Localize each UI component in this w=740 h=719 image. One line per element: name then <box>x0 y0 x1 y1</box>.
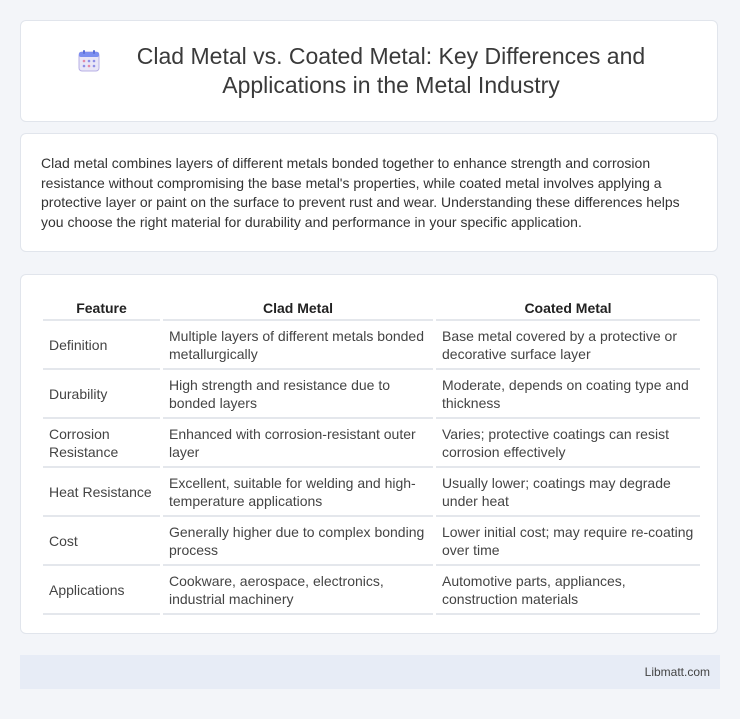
feature-cell: Heat Resistance <box>43 468 160 517</box>
feature-cell: Durability <box>43 370 160 419</box>
clad-metal-cell: Generally higher due to complex bonding process <box>163 517 433 566</box>
column-header-coated-metal: Coated Metal <box>436 295 700 321</box>
intro-card <box>20 133 718 252</box>
feature-cell: Cost <box>43 517 160 566</box>
page-title: Clad Metal vs. Coated Metal: Key Differences and Applications in the Metal Industry <box>136 43 646 98</box>
clad-metal-cell: Excellent, suitable for welding and high-temperature applications <box>163 468 433 517</box>
feature-cell: Definition <box>43 321 160 370</box>
table-row <box>43 566 700 615</box>
clad-metal-cell: High strength and resistance due to bonded layers <box>163 370 433 419</box>
feature-cell: Corrosion Resistance <box>43 419 160 468</box>
coated-metal-cell: Automotive parts, appliances, construction materials <box>436 566 700 615</box>
clad-metal-cell: Cookware, aerospace, electronics, industrial machinery <box>163 566 433 615</box>
clad-metal-cell: Multiple layers of different metals bonded metallurgically <box>163 321 433 370</box>
title-card <box>20 20 718 122</box>
comparison-table <box>40 295 703 615</box>
footer <box>20 655 720 689</box>
table-card <box>20 274 718 634</box>
table-row <box>43 468 700 517</box>
table-row <box>43 321 700 370</box>
clad-metal-cell: Enhanced with corrosion-resistant outer layer <box>163 419 433 468</box>
footer-brand: Libmatt.com <box>644 665 710 679</box>
table-row <box>43 419 700 468</box>
column-header-clad-metal: Clad Metal <box>163 295 433 321</box>
title-wrap <box>77 42 661 100</box>
table-header-row <box>43 295 700 321</box>
coated-metal-cell: Moderate, depends on coating type and thickness <box>436 370 700 419</box>
table-row <box>43 370 700 419</box>
feature-cell: Applications <box>43 566 160 615</box>
coated-metal-cell: Base metal covered by a protective or decorative surface layer <box>436 321 700 370</box>
coated-metal-cell: Usually lower; coatings may degrade under heat <box>436 468 700 517</box>
column-header-feature: Feature <box>43 295 160 321</box>
coated-metal-cell: Varies; protective coatings can resist corrosion effectively <box>436 419 700 468</box>
intro-paragraph: Clad metal combines layers of different metals bonded together to enhance strength and corrosion resistance without compromising the base metal's properties, while coated metal involves applying a protective layer or paint on the surface to prevent rust and wear. Understanding these differences helps you choose the right material for durability and performance in your specific application. <box>41 155 680 230</box>
calendar-icon <box>77 49 101 73</box>
coated-metal-cell: Lower initial cost; may require re-coating over time <box>436 517 700 566</box>
table-row <box>43 517 700 566</box>
